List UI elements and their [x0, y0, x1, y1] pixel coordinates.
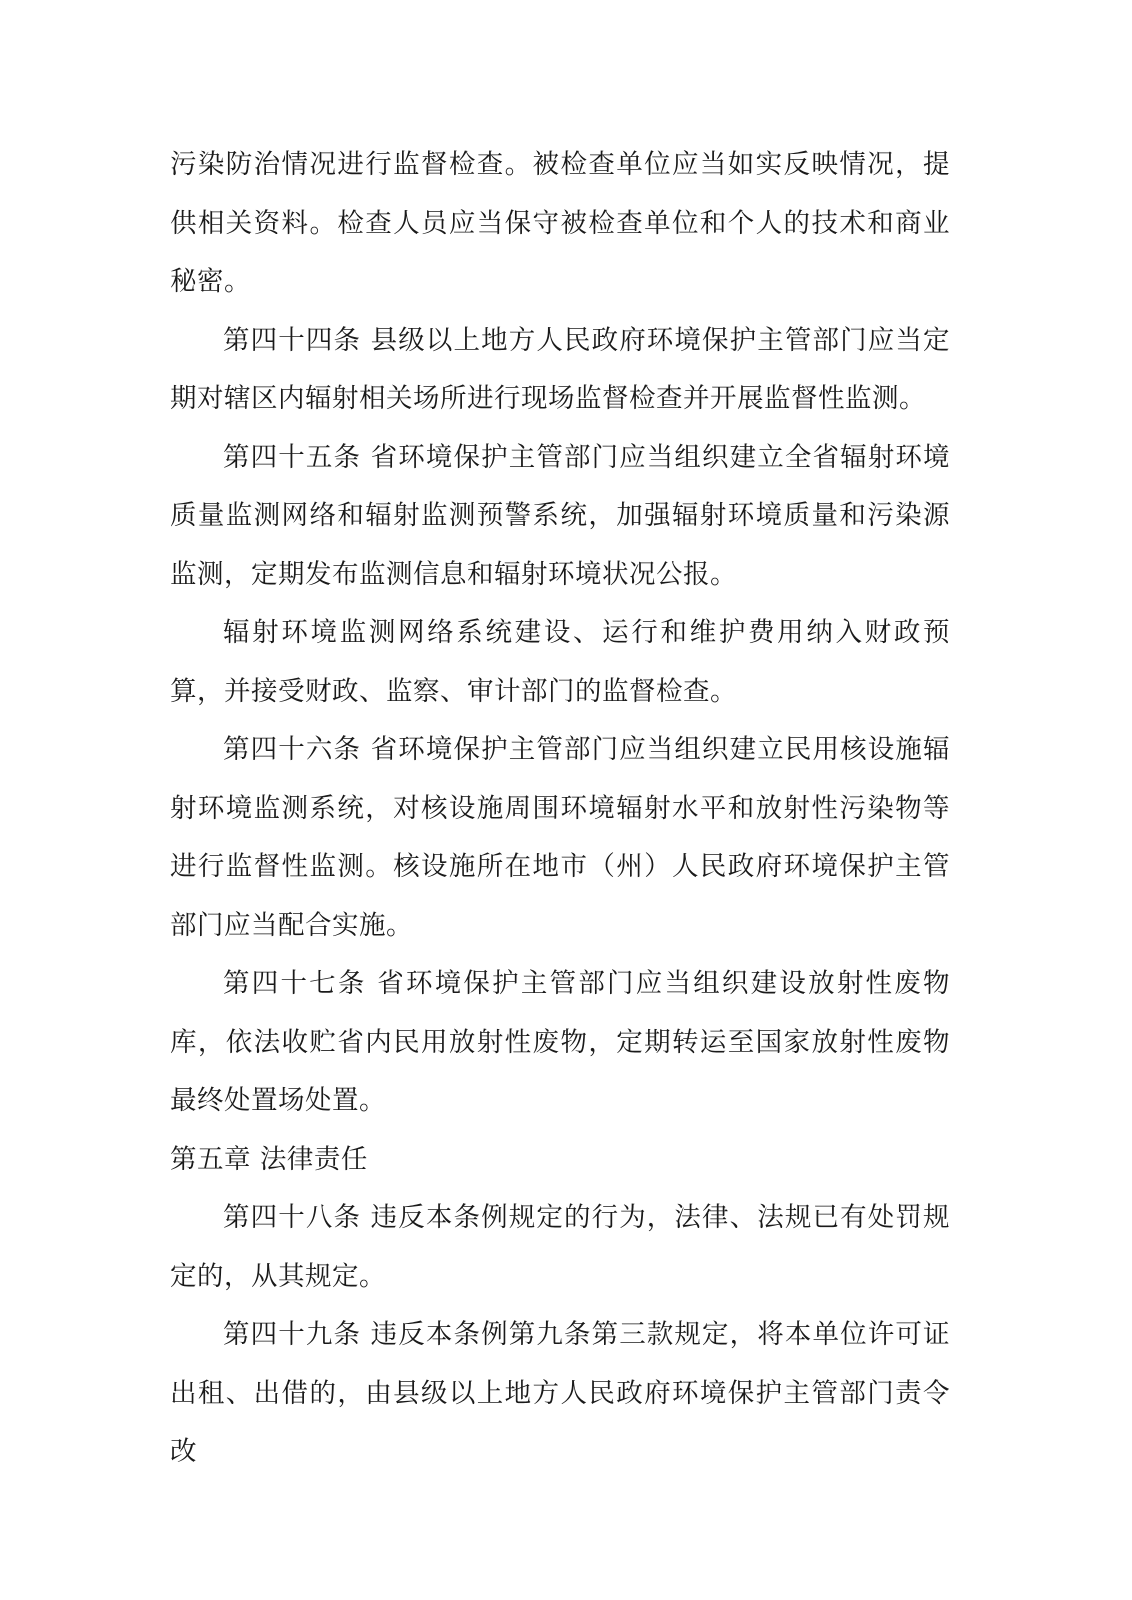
article-47: 第四十七条 省环境保护主管部门应当组织建设放射性废物库，依法收贮省内民用放射性废物，定期转运至国家放射性废物最终处置场处置。: [170, 968, 950, 1116]
article-49: 第四十九条 违反本条例第九条第三款规定，将本单位许可证出租、出借的，由县级以上地方人民政府环境保护主管部门责令改: [170, 1319, 950, 1467]
article-48: 第四十八条 违反本条例规定的行为，法律、法规已有处罚规定的，从其规定。: [170, 1202, 950, 1292]
chapter-heading: 第五章 法律责任: [170, 1143, 368, 1175]
article-46: 第四十六条 省环境保护主管部门应当组织建立民用核设施辐射环境监测系统，对核设施周围环境辐射水平和放射性污染物等进行监督性监测。核设施所在地市（州）人民政府环境保护主管部门应当配合实施。: [170, 734, 950, 941]
article-44: 第四十四条 县级以上地方人民政府环境保护主管部门应当定期对辖区内辐射相关场所进行现场监督检查并开展监督性监测。: [170, 324, 950, 414]
document-body: [170, 136, 950, 1482]
article-45: 第四十五条 省环境保护主管部门应当组织建立全省辐射环境质量监测网络和辐射监测预警系统，加强辐射环境质量和污染源监测，定期发布监测信息和辐射环境状况公报。: [170, 441, 950, 590]
article-45-clause-2: 辐射环境监测网络系统建设、运行和维护费用纳入财政预算，并接受财政、监察、审计部门的监督检查。: [170, 617, 950, 707]
paragraph-continued: 污染防治情况进行监督检查。被检查单位应当如实反映情况，提供相关资料。检查人员应当保守被检查单位和个人的技术和商业秘密。: [170, 149, 950, 297]
